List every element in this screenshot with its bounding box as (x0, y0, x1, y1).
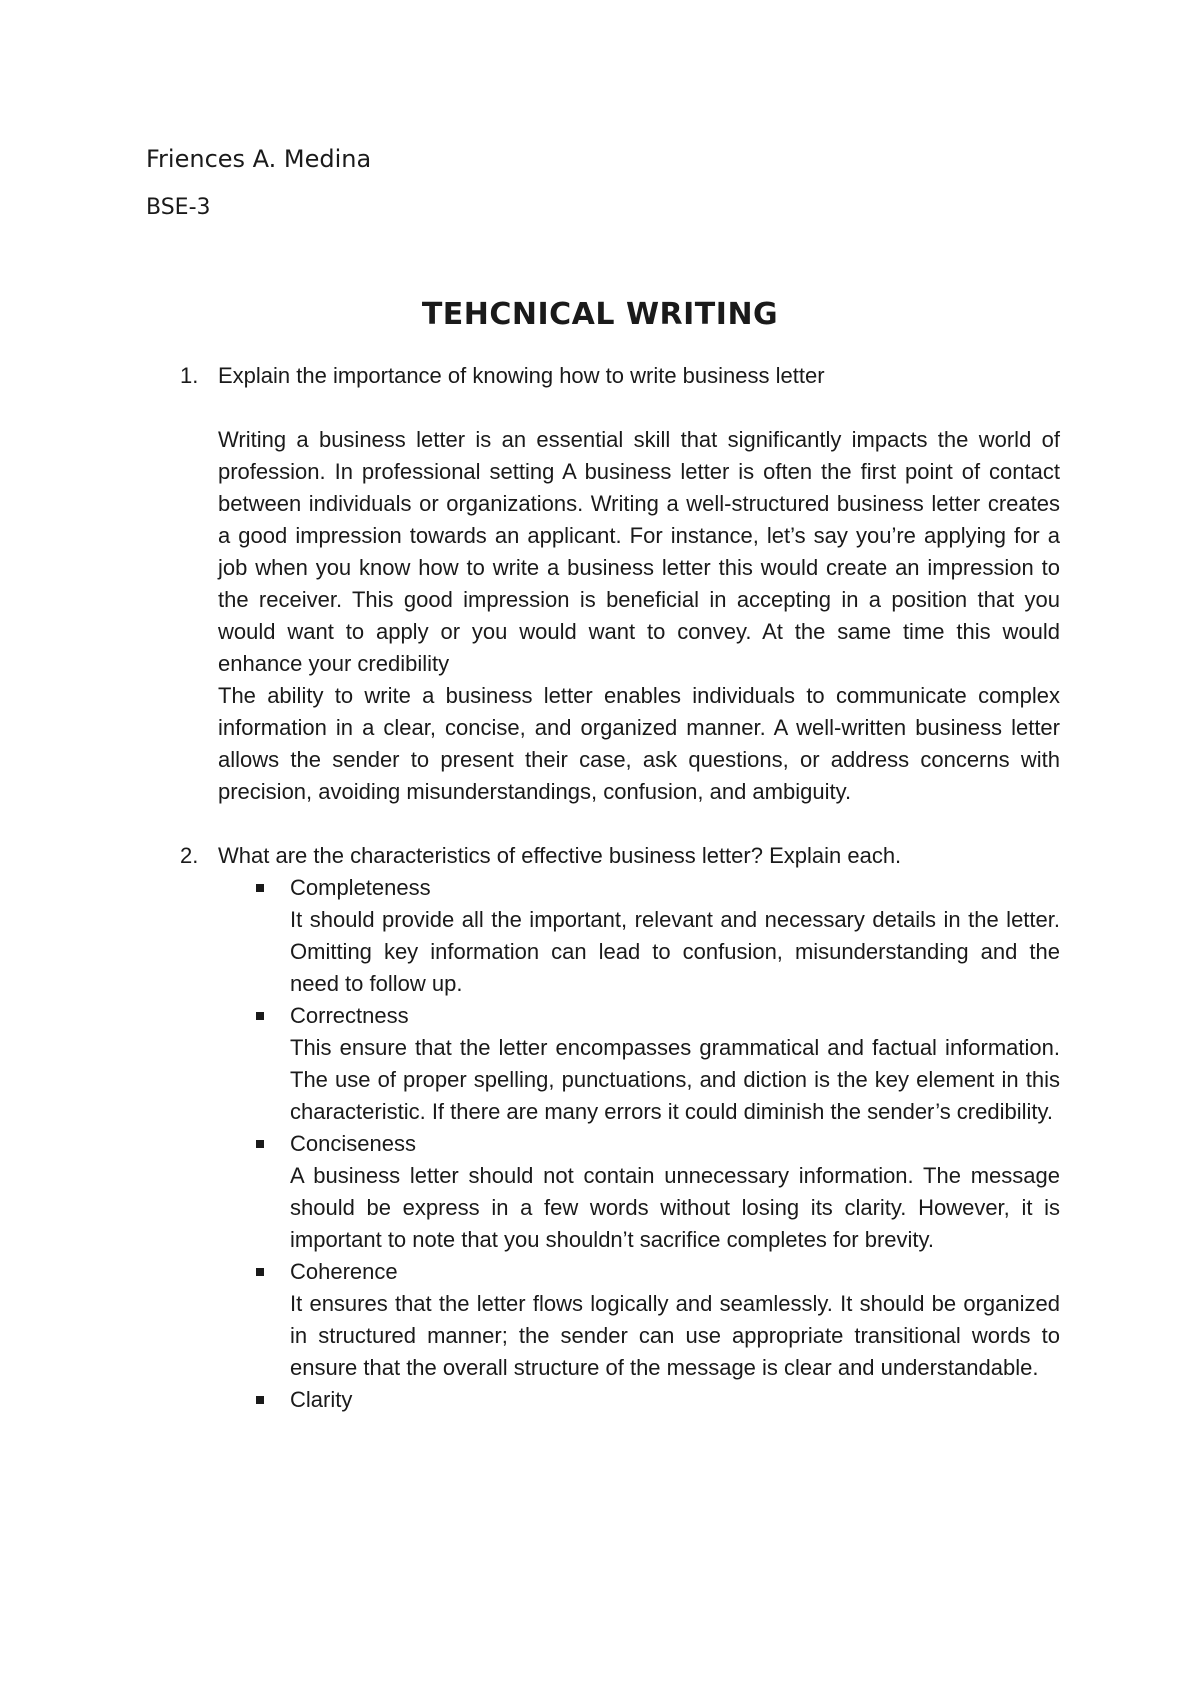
document-title: TEHCNICAL WRITING (421, 297, 779, 332)
item-description: A business letter should not contain unnecessary information. The message should be express in a few words without losing its clarity. However, it is important to note that you shouldn’t sacrifice completes for brevity. (290, 1163, 1060, 1252)
spacer (180, 392, 1060, 424)
author-name: Friences A. Medina (146, 145, 372, 173)
document-body (180, 360, 1060, 1416)
item-description: It should provide all the important, relevant and necessary details in the letter. Omitting key information can lead to confusion, misunderstanding and the need to follow up. (290, 907, 1060, 996)
list-item-clarity (180, 1384, 1060, 1416)
square-bullet-icon (256, 884, 264, 892)
item-label: Coherence (290, 1259, 398, 1284)
square-bullet-icon (256, 1140, 264, 1148)
list-item-coherence (180, 1256, 1060, 1384)
answer-paragraph: Writing a business letter is an essential skill that significantly impacts the world of profession. In professional setting A business letter is often the first point of contact between individuals or organizations. Writing a well-structured business letter creates a good impression towards an applicant. For instance, let’s say you’re applying for a job when you know how to write a business letter this would create an impression to the receiver. This good impression is beneficial in accepting in a position that you would want to apply or you would want to convey. At the same time this would enhance your credibility (218, 427, 1060, 676)
question-number: 2. (180, 843, 199, 868)
question-1 (180, 360, 1060, 392)
item-label: Clarity (290, 1387, 353, 1412)
list-item-correctness (180, 1000, 1060, 1128)
spacer (180, 808, 1060, 840)
item-description: It ensures that the letter flows logically and seamlessly. It should be organized in structured manner; the sender can use appropriate transitional words to ensure that the overall structure of the message is clear and understandable. (290, 1291, 1060, 1380)
list-item-completeness (180, 872, 1060, 1000)
question-2 (180, 840, 1060, 872)
answer-paragraph: The ability to write a business letter enables individuals to communicate complex information in a clear, concise, and organized manner. A well-written business letter allows the sender to present their case, ask questions, or address concerns with precision, avoiding misunderstandings, confusion, and ambiguity. (218, 683, 1060, 804)
item-label: Completeness (290, 875, 431, 900)
question-text: What are the characteristics of effective business letter? Explain each. (218, 843, 902, 868)
item-label: Correctness (290, 1003, 409, 1028)
characteristics-list (180, 872, 1060, 1416)
square-bullet-icon (256, 1396, 264, 1404)
square-bullet-icon (256, 1268, 264, 1276)
list-item-conciseness (180, 1128, 1060, 1256)
question-text: Explain the importance of knowing how to write business letter (218, 363, 825, 388)
section-label: BSE-3 (146, 195, 211, 220)
question-number: 1. (180, 363, 199, 388)
item-description: This ensure that the letter encompasses grammatical and factual information. The use of proper spelling, punctuations, and diction is the key element in this characteristic. If there are many errors it could diminish the sender’s credibility. (290, 1035, 1060, 1124)
square-bullet-icon (256, 1012, 264, 1020)
item-label: Conciseness (290, 1131, 416, 1156)
answer-1 (180, 424, 1060, 808)
